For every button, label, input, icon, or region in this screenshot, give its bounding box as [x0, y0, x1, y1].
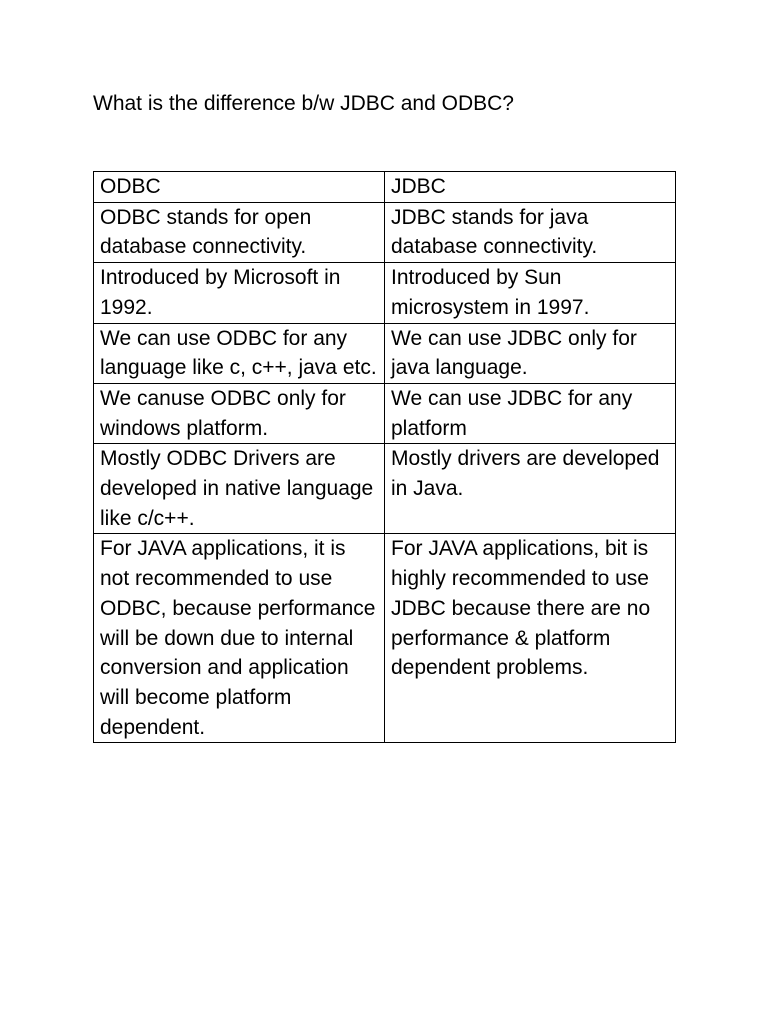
comparison-table: [93, 171, 676, 743]
header-cell-jdbc: JDBC: [385, 172, 676, 203]
table-cell-odbc: For JAVA applications, it is not recommended to use ODBC, because performance will be down due to internal conversion and application will become platform dependent.: [94, 534, 385, 743]
table-cell-jdbc: Introduced by Sun microsystem in 1997.: [385, 263, 676, 323]
table-cell-jdbc: JDBC stands for java database connectivity.: [385, 202, 676, 262]
table-cell-odbc: Introduced by Microsoft in 1992.: [94, 263, 385, 323]
header-cell-odbc: ODBC: [94, 172, 385, 203]
table-cell-jdbc: We can use JDBC for any platform: [385, 383, 676, 443]
table-cell-odbc: ODBC stands for open database connectivity.: [94, 202, 385, 262]
table-row: [94, 444, 676, 534]
table-cell-jdbc: For JAVA applications, bit is highly recommended to use JDBC because there are no performance & platform dependent problems.: [385, 534, 676, 743]
table-row: [94, 383, 676, 443]
table-cell-odbc: We can use ODBC for any language like c, c++, java etc.: [94, 323, 385, 383]
table-cell-odbc: We canuse ODBC only for windows platform.: [94, 383, 385, 443]
table-header-row: [94, 172, 676, 203]
table-cell-jdbc: Mostly drivers are developed in Java.: [385, 444, 676, 534]
table-cell-odbc: Mostly ODBC Drivers are developed in native language like c/c++.: [94, 444, 385, 534]
table-row: [94, 202, 676, 262]
question-heading: What is the difference b/w JDBC and ODBC?: [93, 92, 514, 115]
table-row: [94, 323, 676, 383]
table-row: [94, 263, 676, 323]
table-cell-jdbc: We can use JDBC only for java language.: [385, 323, 676, 383]
table-row: [94, 534, 676, 743]
